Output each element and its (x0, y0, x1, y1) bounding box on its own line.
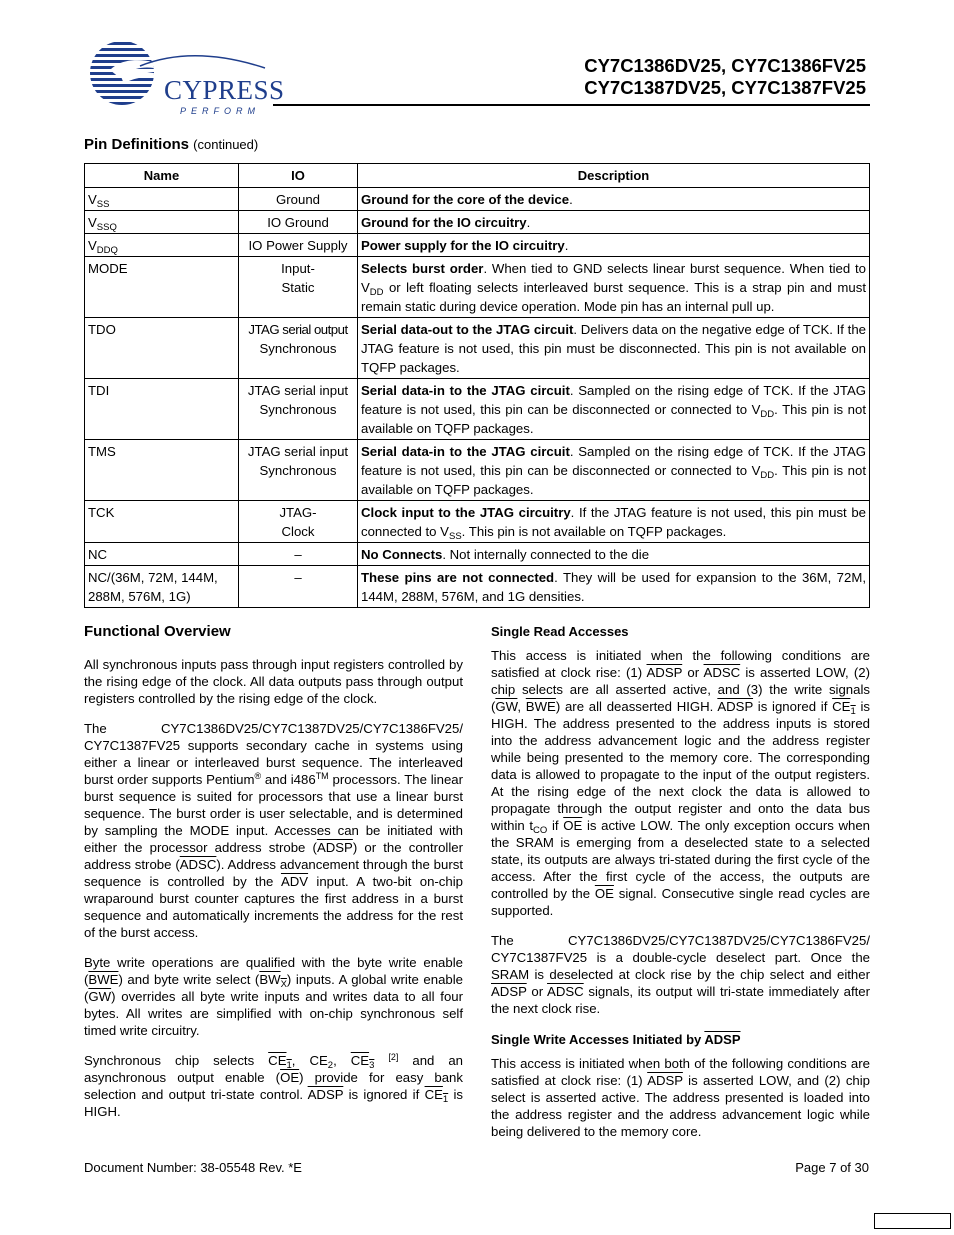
header-description: Description (358, 164, 870, 188)
document-number: Document Number: 38-05548 Rev. *E (84, 1160, 302, 1175)
table-row (85, 440, 870, 501)
brand-tagline: PERFORM (180, 106, 260, 116)
paragraph: Byte write operations are qualified with the byte write enable $(\overline{BWE})$ and byte write select $(BW_X)$ inputs. A global write enable $(\overline{GW})$ overrides all byte write inputs and writes data to all four bytes. All writes are simplified with on-chip synchronous self timed write circuitry. (84, 955, 464, 1038)
page-number: Page 7 of 30 (795, 1160, 869, 1175)
pin-description: Serial data-in to the JTAG circuit. Sampled on the rising edge of TCK. If the JTAG feature is not used, this pin can be disconnected or connected to $V_{DD}$. This pin is not available on TQFP packages. (358, 379, 870, 440)
title-line-1: CY7C1386DV25, CY7C1386FV25 (584, 55, 866, 76)
pin-description: No Connects. Not internally connected to the die (358, 543, 870, 566)
single-write-heading: Single Write Accesses Initiated by ADSP (491, 1032, 741, 1047)
pin-name: TCK (85, 501, 239, 543)
table-row (85, 379, 870, 440)
table-row (85, 188, 870, 211)
section-heading (84, 136, 258, 153)
paragraph: The CY7C1386DV25/CY7C1387DV25/CY7C1386FV25/ CY7C1387FV25 supports secondary cache in systems using either a linear or interleaved burst sequence. The interleaved burst order supports Pentium® and i486™ processors. The linear burst sequence is suited for processors that use a linear burst sequence. The burst order is user selectable, and is determined by sampling the MODE input. Accesses can be initiated with either the processor address strobe (ADSP) or the controller address strobe (ADSC). Address advancement through the burst sequence is controlled by the $\overline{ADV}$ input. A two-bit on-chip wraparound burst counter captures the first address in a burst sequence and automatically increments the address for the rest of the burst access. (84, 721, 464, 940)
table-row (85, 501, 870, 543)
pin-name: $V_{SS}$ (85, 188, 239, 211)
title-line-2: CY7C1387DV25, CY7C1387FV25 (584, 77, 866, 98)
table-header-row (85, 164, 870, 188)
pin-description: Ground for the IO circuitry. (358, 211, 870, 234)
pin-name: NC/(36M, 72M, 144M, 288M, 576M, 1G) (85, 566, 239, 608)
pin-description: Power supply for the IO circuitry. (358, 234, 870, 257)
pin-description: Selects burst order. When tied to GND selects linear burst sequence. When tied to $V_{DD}$ or left floating selects interleaved burst sequence. This is a strap pin and must remain static during device operation. Mode pin has an internal pull up. (358, 257, 870, 318)
pin-io: JTAG serial output Synchronous (239, 318, 358, 379)
functional-overview-heading: Functional Overview (84, 623, 231, 640)
paragraph: Synchronous chip selects $CE_1$, $CE_2$, $CE_3$ [2] and an asynchronous output enable $(\overline{OE})$ provide for easy bank selection and output tri-state control. ADSP is ignored if $CE_1$ is HIGH. (84, 1052, 464, 1119)
pin-io: – (239, 543, 358, 566)
pin-definitions-table (84, 163, 870, 608)
single-read-heading: Single Read Accesses (491, 624, 629, 639)
brand-name: CYPRESS (164, 75, 285, 105)
pin-description: Clock input to the JTAG circuitry. If the JTAG feature is not used, this pin must be connected to $V_{SS}$. This pin is not available on TQFP packages. (358, 501, 870, 543)
pin-name: TDI (85, 379, 239, 440)
pin-description: Ground for the core of the device. (358, 188, 870, 211)
pin-name: $V_{DDQ}$ (85, 234, 239, 257)
pin-io: IO Ground (239, 211, 358, 234)
feedback-box (874, 1213, 951, 1229)
pin-description: Serial data-out to the JTAG circuit. Delivers data on the negative edge of TCK. If the JTAG feature is not used, this pin must be disconnected. This pin is not available on TQFP packages. (358, 318, 870, 379)
pin-description: Serial data-in to the JTAG circuit. Sampled on the rising edge of TCK. If the JTAG feature is not used, this pin can be disconnected or connected to $V_{DD}$. This pin is not available on TQFP packages. (358, 440, 870, 501)
paragraph: This access is initiated when both of the following conditions are satisfied at clock rise: (1) ADSP is asserted LOW, and (2) chip select is asserted active. The address presented is loaded into the address register and the address advancement logic while being delivered to the memory core. (491, 1056, 871, 1139)
pin-io: JTAG serial input Synchronous (239, 379, 358, 440)
paragraph: The CY7C1386DV25/CY7C1387DV25/CY7C1386FV25/ CY7C1387FV25 is a double-cycle deselect part. Once the SRAM is deselected at clock rise by the chip select and either ADSP or ADSC signals, its output will tri-state immediately after the next clock rise. (491, 933, 870, 1016)
cypress-logo (80, 40, 285, 120)
pin-io: JTAG serial input Synchronous (239, 440, 358, 501)
pin-name: NC (85, 543, 239, 566)
table-row (85, 234, 870, 257)
pin-name: $V_{SSQ}$ (85, 211, 239, 234)
document-title (584, 55, 866, 99)
pin-io: JTAG- Clock (239, 501, 358, 543)
header-io: IO (239, 164, 358, 188)
pin-description: These pins are not connected. They will be used for expansion to the 36M, 72M, 144M, 288M, 576M, and 1G densities. (358, 566, 870, 608)
section-title: Pin Definitions (84, 136, 189, 153)
pin-name: TDO (85, 318, 239, 379)
pin-name: MODE (85, 257, 239, 318)
table-row (85, 318, 870, 379)
left-column (84, 622, 463, 1126)
paragraph: All synchronous inputs pass through input registers controlled by the rising edge of the clock. All data outputs pass through output registers controlled by the rising edge of the clock. (84, 657, 463, 706)
header-name: Name (85, 164, 239, 188)
table-row (85, 566, 870, 608)
table-row (85, 257, 870, 318)
pin-io: IO Power Supply (239, 234, 358, 257)
table-row (85, 211, 870, 234)
section-note: (continued) (193, 137, 259, 152)
paragraph: This access is initiated when the following conditions are satisfied at clock rise: (1) ADSP or ADSC is asserted LOW, (2) chip selects are all asserted active, and (3) the write signals ($\overline{GW}$, $\overline{BWE}$) are all deasserted HIGH. ADSP is ignored if $CE_1$ is HIGH. The address presented to the address inputs is stored into the address advancement logic and the address register while being presented to the memory core. The corresponding data is allowed to propagate to the input of the output registers. At the rising edge of the next clock the data is allowed to propagate through the output register and onto the data bus within $t_{CO}$ if $\overline{OE}$ is active LOW. The only exception occurs when the SRAM is emerging from a deselected state to a selected state, its outputs are always tri-stated during the first cycle of the access. After the first cycle of the access, the outputs are controlled by the $\overline{OE}$ signal. Consecutive single read cycles are supported. (491, 648, 871, 918)
table-row (85, 543, 870, 566)
header-rule (273, 104, 870, 106)
pin-io: Ground (239, 188, 358, 211)
pin-name: TMS (85, 440, 239, 501)
right-column (491, 622, 870, 1146)
pin-io: Input- Static (239, 257, 358, 318)
pin-io: – (239, 566, 358, 608)
